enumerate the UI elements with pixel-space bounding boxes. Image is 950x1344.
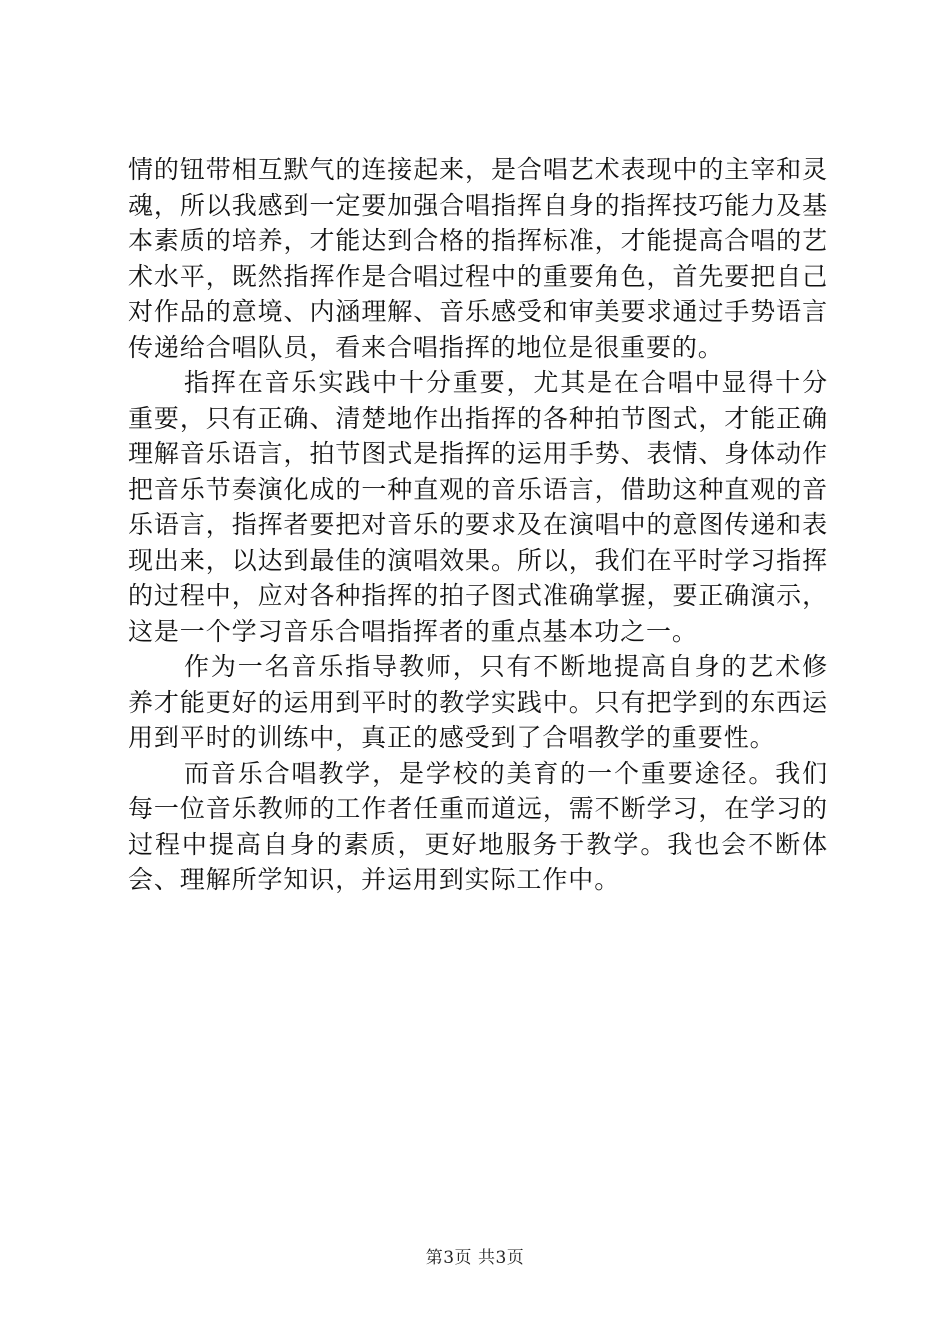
- paragraph-choir-education: 而音乐合唱教学，是学校的美育的一个重要途径。我们每一位音乐教师的工作者任重而道远，需不断学习，在学习的过程中提高自身的素质，更好地服务于教学。我也会不断体会、理解所学知识，并运用到实际工作中。: [128, 758, 828, 894]
- paragraph-teacher-cultivation: 作为一名音乐指导教师，只有不断地提高自身的艺术修养才能更好的运用到平时的教学实践中。只有把学到的东西运用到平时的训练中，真正的感受到了合唱教学的重要性。: [128, 652, 828, 752]
- paragraph-conducting-importance: 指挥在音乐实践中十分重要，尤其是在合唱中显得十分重要，只有正确、清楚地作出指挥的各种拍节图式，才能正确理解音乐语言，拍节图式是指挥的运用手势、表情、身体动作把音乐节奏演化成的一种直观的音乐语言，借助这种直观的音乐语言，指挥者要把对音乐的要求及在演唱中的意图传递和表现出来，以达到最佳的演唱效果。所以，我们在平时学习指挥的过程中，应对各种指挥的拍子图式准确掌握，要正确演示，这是一个学习音乐合唱指挥者的重点基本功之一。: [128, 368, 828, 646]
- paragraph-continuation: 情的钮带相互默气的连接起来，是合唱艺术表现中的主宰和灵魂，所以我感到一定要加强合唱指挥自身的指挥技巧能力及基本素质的培养，才能达到合格的指挥标准，才能提高合唱的艺术水平，既然指挥作是合唱过程中的重要角色，首先要把自己对作品的意境、内涵理解、音乐感受和审美要求通过手势语言传递给合唱队员，看来合唱指挥的地位是很重要的。: [128, 155, 828, 362]
- page-footer: 第3页 共3页: [425, 1248, 525, 1268]
- document-body: [128, 152, 828, 898]
